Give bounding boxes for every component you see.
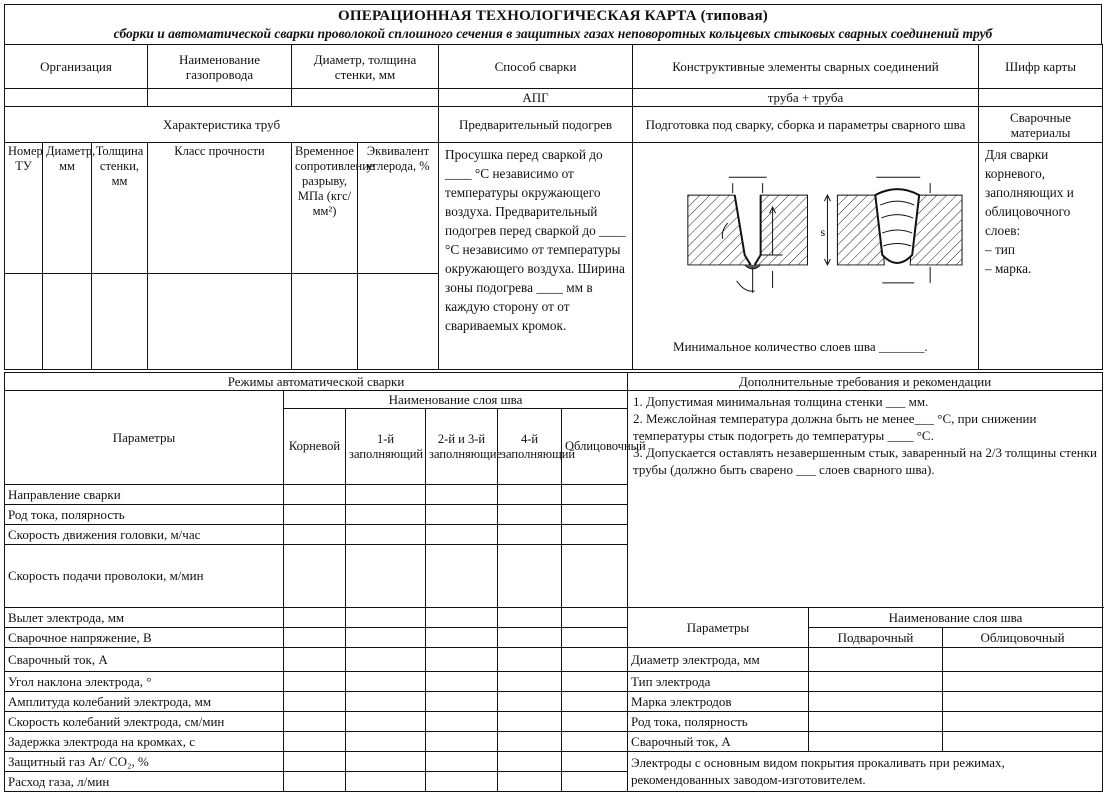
preparation-header: Подготовка под сварку, сборка и параметры сварного шва [633, 107, 979, 143]
additional-item-3: 3. Допускается оставлять незавершенным стык, заваренный на 2/3 толщины стенки трубы (должно быть сварено ___ слоев сварного шва). [633, 445, 1097, 477]
layer-cap: Облицовочный [562, 409, 628, 485]
card-title: ОПЕРАЦИОННАЯ ТЕХНОЛОГИЧЕСКАЯ КАРТА (типовая) [338, 8, 768, 24]
preheat-header: Предварительный подогрев [439, 107, 633, 143]
materials-header: Сварочные материалы [979, 107, 1103, 143]
pipeline-name-header: Наименование газопровода [148, 45, 292, 89]
param-row: Скорость колебаний электрода, см/мин [5, 711, 284, 731]
param-row: Направление сварки [5, 485, 284, 505]
manual-layer-backing: Подварочный [809, 627, 943, 647]
additional-item-1: 1. Допустимая минимальная толщина стенки ___ мм. [633, 394, 929, 409]
param-row: Род тока, полярность [5, 505, 284, 525]
carbon-equivalent-header: Эквивалент углерода, % [358, 143, 439, 274]
structural-elements-value: труба + труба [633, 89, 979, 107]
materials-cell [979, 143, 1103, 370]
welding-method-value: АПГ [439, 89, 633, 107]
pipeline-name-value [148, 89, 292, 107]
manual-param-row: Тип электрода [628, 671, 809, 691]
strength-class-value [148, 274, 292, 370]
tu-number-header: Номер ТУ [5, 143, 43, 274]
param-row: Сварочное напряжение, В [5, 627, 284, 647]
tu-value [5, 274, 43, 370]
manual-param-row: Род тока, полярность [628, 711, 809, 731]
param-row: Вылет электрода, мм [5, 607, 284, 627]
additional-title: Дополнительные требования и рекомендации [628, 373, 1103, 391]
auto-layer-header: Наименование слоя шва [284, 391, 628, 409]
auto-welding-title: Режимы автоматической сварки [5, 373, 628, 391]
strength-class-header: Класс прочности [148, 143, 292, 274]
additional-requirements [628, 391, 1103, 608]
manual-param-row: Диаметр электрода, мм [628, 647, 809, 671]
manual-param-row: Сварочный ток, А [628, 731, 809, 751]
additional-item-2: 2. Межслойная температура должна быть не менее___ °С, при снижении температуры стык подогреть до температуры ____ °С. [633, 411, 1037, 443]
pipe-characteristics-header: Характеристика труб [5, 107, 439, 143]
tensile-strength-header: Временное сопротивление разрыву, МПа (кгс/мм²) [292, 143, 358, 274]
joint-diagram [633, 143, 978, 343]
organization-value [5, 89, 148, 107]
card-title-block [4, 4, 1102, 44]
electrode-note: Электроды с основным видом покрытия прокаливать при режимах, рекомендованных заводом-изготовителем. [628, 751, 1103, 791]
diameter-wall-header: Диаметр, толщина стенки, мм [292, 45, 439, 89]
manual-layer-cap: Облицовочный [943, 627, 1103, 647]
param-row: Скорость движения головки, м/час [5, 525, 284, 545]
organization-header: Организация [5, 45, 148, 89]
card-code-header: Шифр карты [979, 45, 1103, 89]
param-row: Защитный газ Ar/ CO₂, % [5, 751, 284, 771]
param-row: Амплитуда колебаний электрода, мм [5, 691, 284, 711]
technological-card [4, 4, 1102, 789]
param-row: Задержка электрода на кромках, с [5, 731, 284, 751]
materials-type: – тип [985, 242, 1016, 257]
min-layers-text: Минимальное количество слоев шва _______. [673, 339, 928, 354]
layer-fill-4: 4-й заполняющий [498, 409, 562, 485]
param-row: Угол наклона электрода, ° [5, 671, 284, 691]
materials-brand: – марка. [985, 261, 1032, 276]
diameter-header: Диаметр, мм [43, 143, 92, 274]
finished-weld-sketch [820, 177, 962, 283]
manual-layer-header: Наименование слоя шва [809, 607, 1103, 627]
layer-root: Корневой [284, 409, 346, 485]
auto-params-header: Параметры [5, 391, 284, 485]
manual-param-row: Марка электродов [628, 691, 809, 711]
carbon-equivalent-value [358, 274, 439, 370]
layer-fill-1: 1-й заполняющий [346, 409, 426, 485]
card-code-value [979, 89, 1103, 107]
thickness-label-s: s [820, 225, 826, 240]
layer-fill-2-3: 2-й и 3-й заполняющие [426, 409, 498, 485]
lower-table [4, 372, 1103, 792]
manual-params-header: Параметры [628, 607, 809, 647]
thickness-header: Толщина стенки, мм [92, 143, 148, 274]
upper-table [4, 44, 1103, 370]
card-subtitle: сборки и автоматической сварки проволокой сплошного сечения в защитных газах неповоротных кольцевых стыковых сварных соединений труб [113, 26, 993, 41]
param-row: Скорость подачи проволоки, м/мин [5, 545, 284, 608]
diameter-wall-value [292, 89, 439, 107]
thickness-value [92, 274, 148, 370]
groove-preparation-sketch [688, 177, 808, 293]
preheat-text: Просушка перед сваркой до ____ °С независимо от температуры окружающего воздуха. Предварительный подогрев перед сваркой до ____ °С независимо от температуры окружающего воздуха. Ширина зоны подогрева ____ мм в каждую сторону от от свариваемых кромок. [439, 143, 633, 370]
param-row: Сварочный ток, А [5, 647, 284, 671]
materials-text: Для сварки корневого, заполняющих и облицовочного слоев: [985, 147, 1074, 238]
welding-method-header: Способ сварки [439, 45, 633, 89]
param-row: Расход газа, л/мин [5, 771, 284, 791]
joint-diagram-cell [633, 143, 979, 370]
diameter-value [43, 274, 92, 370]
structural-elements-header: Конструктивные элементы сварных соединений [633, 45, 979, 89]
tensile-value [292, 274, 358, 370]
